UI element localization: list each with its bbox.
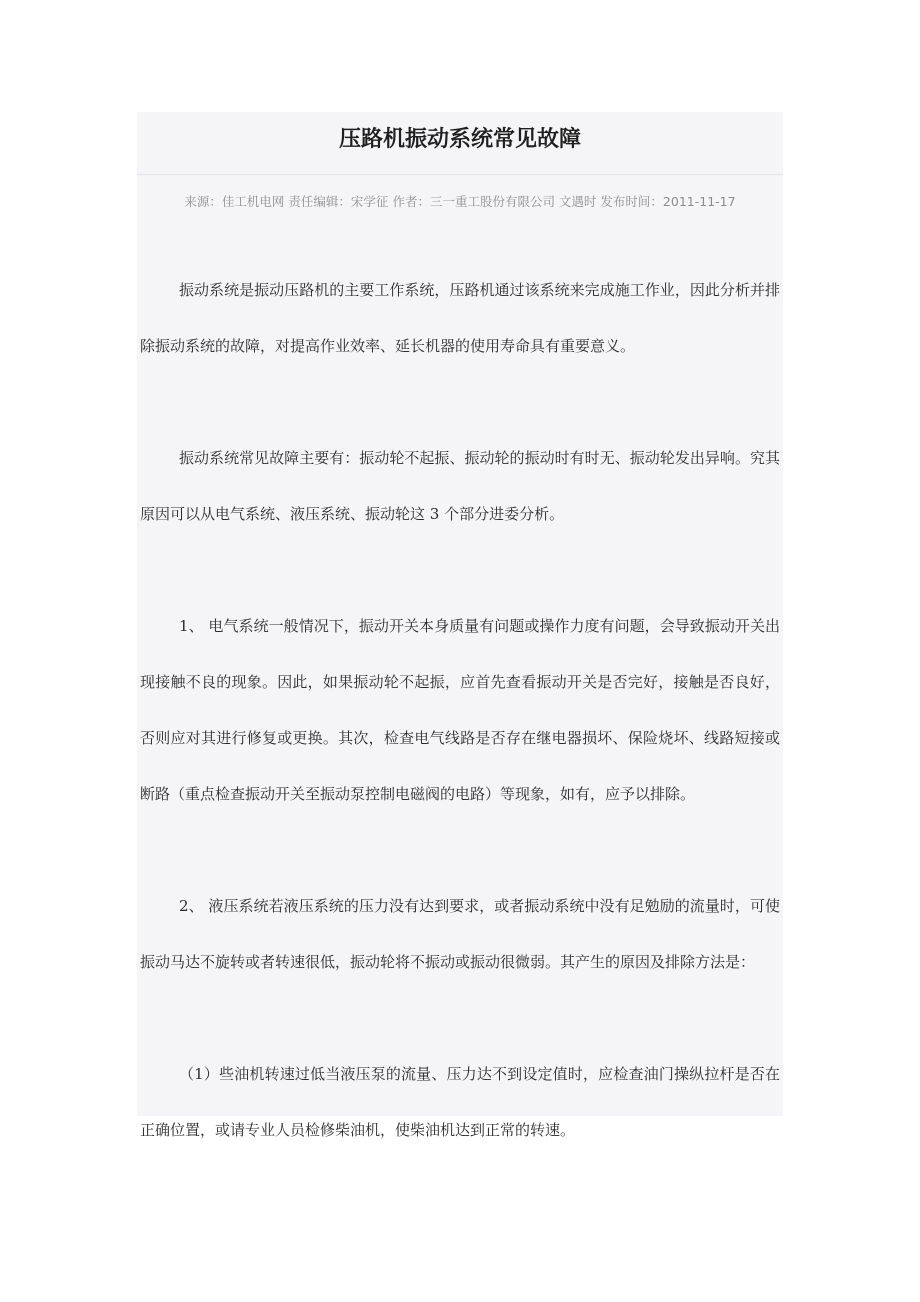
paragraph-hydraulic-system: 2、 液压系统若液压系统的压力没有达到要求，或者振动系统中没有足勉励的流量时，可使振动马达不旋转或者转速很低，振动轮将不振动或振动很微弱。其产生的原因及排除方法是：	[140, 897, 780, 971]
paragraph-electrical-system: 1、 电气系统一般情况下，振动开关本身质量有问题或操作力度有问题，会导致振动开关出现接触不良的现象。因此，如果振动轮不起振，应首先查看振动开关是否完好，接触是否良好，否则应对其进行修复或更换。其次，检查电气线路是否存在继电器损坏、保险烧坏、线路短接或断路（重点检查振动开关至振动泵控制电磁阀的电路）等现象，如有，应予以排除。	[140, 617, 780, 803]
paragraph-engine-speed: （1）些油机转速过低当液压泵的流量、压力达不到设定值时，应检查油门操纵拉杆是否在正确位置，或请专业人员检修柴油机，使柴油机达到正常的转速。	[140, 1065, 780, 1139]
title-divider	[137, 174, 783, 175]
article-meta	[137, 192, 783, 210]
meta-source: 来源：佳工机电网	[184, 194, 285, 209]
meta-editor: 责任编辑：宋学征	[288, 194, 389, 209]
article-panel	[137, 112, 783, 1139]
article-body	[140, 262, 780, 1158]
meta-author: 作者：三一重工股份有限公司 文遇时	[392, 194, 597, 209]
article-title: 压路机振动系统常见故障	[338, 127, 581, 152]
paragraph-common-faults: 振动系统常见故障主要有：振动轮不起振、振动轮的振动时有时无、振动轮发出异响。究其原因可以从电气系统、液压系统、振动轮这 3 个部分进委分析。	[140, 449, 780, 523]
meta-published: 发布时间：2011-11-17	[600, 194, 736, 209]
paragraph-intro: 振动系统是振动压路机的主要工作系统，压路机通过该系统来完成施工作业，因此分析并排除振动系统的故障，对提高作业效率、延长机器的使用寿命具有重要意义。	[140, 281, 780, 355]
